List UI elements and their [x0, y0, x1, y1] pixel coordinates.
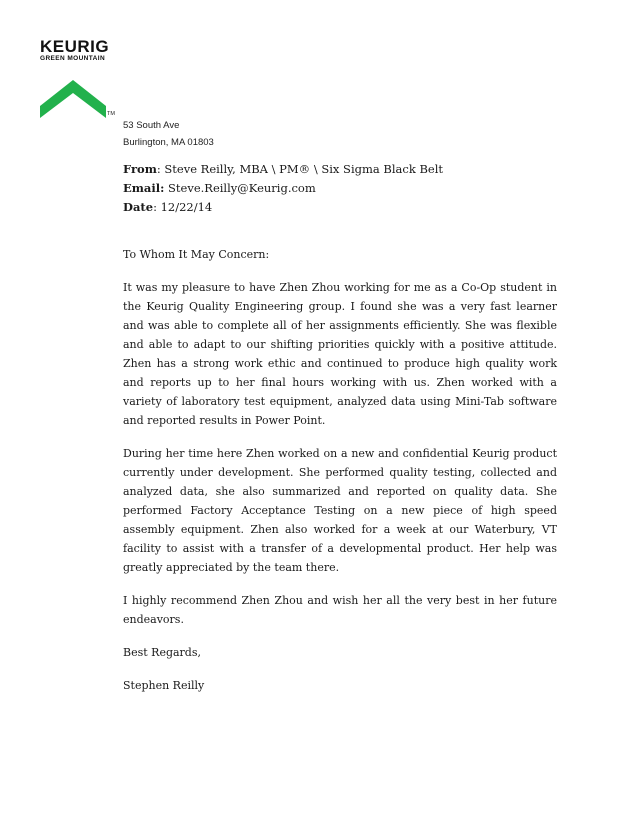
logo-brand-name: KEURIG — [40, 37, 110, 56]
company-address — [123, 117, 214, 151]
from-row — [123, 160, 563, 179]
paragraph-2: During her time here Zhen worked on a new and confidential Keurig product currently under development. She performed quality testing, collected and analyzed data, she also summarized and reported on quality data. She performed Factory Acceptance Testing on a new piece of high speed assembly equipment. Zhen also worked for a week at our Waterbury, VT facility to assist with a transfer of a developmental product. Her help was greatly appreciated by the team there. — [123, 447, 557, 574]
logo-chevron-icon — [40, 80, 106, 118]
salutation: To Whom It May Concern: — [123, 248, 270, 261]
company-logo — [40, 38, 109, 63]
email-row — [123, 179, 563, 198]
logo-trademark: TM — [107, 111, 115, 117]
paragraph-3: I highly recommend Zhen Zhou and wish her all the very best in her future endeavors. — [123, 594, 557, 626]
paragraph-1: It was my pleasure to have Zhen Zhou working for me as a Co-Op student in the Keurig Quality Engineering group. I found she was a very fast learner and was able to complete all of her assignments efficiently. She was flexible and able to adapt to our shifting priorities quickly with a positive attitude. Zhen has a strong work ethic and continued to produce high quality work and reports up to her final hours working with us. Zhen worked with a variety of laboratory test equipment, analyzed data using Mini-Tab software and reported results in Power Point. — [123, 281, 557, 427]
address-line-1: 53 South Ave — [123, 120, 180, 131]
address-line-2: Burlington, MA 01803 — [123, 137, 214, 148]
closing: Best Regards, — [123, 646, 201, 659]
email-value: Steve.Reilly@Keurig.com — [164, 181, 316, 195]
logo-brand-sub: GREEN MOUNTAIN — [40, 55, 106, 62]
date-value: : 12/22/14 — [153, 200, 213, 214]
date-row — [123, 198, 563, 217]
date-label: Date — [123, 200, 154, 214]
letter-meta — [123, 160, 563, 217]
letter-body — [123, 245, 557, 709]
from-label: From — [123, 162, 157, 176]
email-label: Email: — [123, 181, 165, 195]
signature: Stephen Reilly — [123, 679, 205, 692]
from-value: : Steve Reilly, MBA \ PM® \ Six Sigma Black Belt — [156, 162, 443, 176]
